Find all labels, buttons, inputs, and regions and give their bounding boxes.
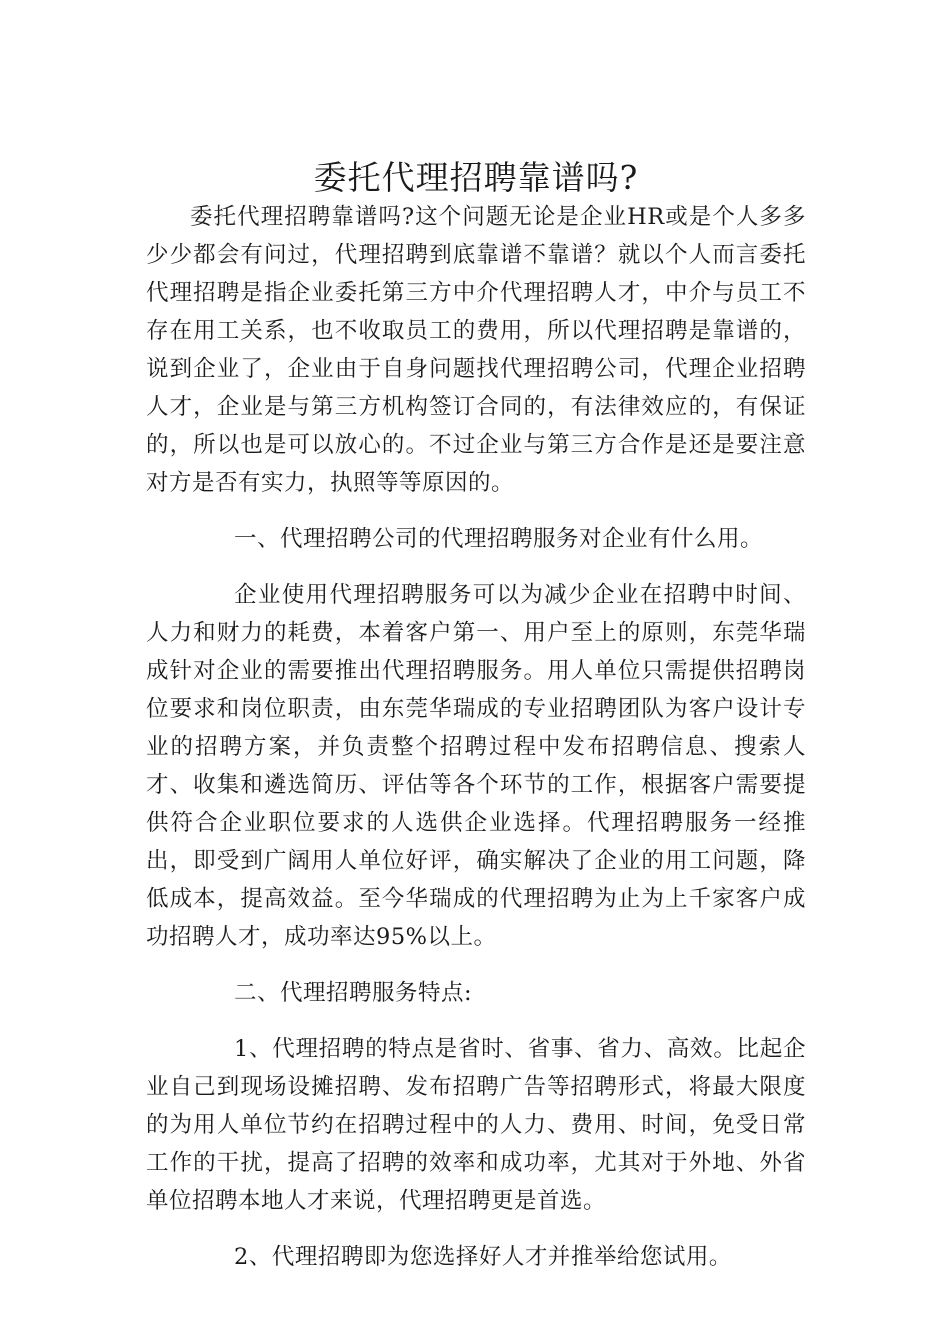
- feature-paragraph-1: 1、代理招聘的特点是省时、省事、省力、高效。比起企业自己到现场设摊招聘、发布招聘广告等招聘形式，将最大限度的为用人单位节约在招聘过程中的人力、费用、时间，免受日常工作的干扰，提高了招聘的效率和成功率，尤其对于外地、外省单位招聘本地人才来说，代理招聘更是首选。: [146, 1036, 806, 1214]
- section-heading-2: 二、代理招聘服务特点:: [234, 980, 473, 1006]
- feature-paragraph-2: 2、代理招聘即为您选择好人才并推举给您试用。: [234, 1244, 732, 1270]
- section-heading-1: 一、代理招聘公司的代理招聘服务对企业有什么用。: [234, 526, 764, 552]
- document-title: 委托代理招聘靠谱吗?: [313, 158, 639, 197]
- intro-paragraph: 委托代理招聘靠谱吗?这个问题无论是企业HR或是个人多多少少都会有问过，代理招聘到底靠谱不靠谱？就以个人而言委托代理招聘是指企业委托第三方中介代理招聘人才，中介与员工不存在用工关系，也不收取员工的费用，所以代理招聘是靠谱的，说到企业了，企业由于自身问题找代理招聘公司，代理企业招聘人才，企业是与第三方机构签订合同的，有法律效应的，有保证的，所以也是可以放心的。不过企业与第三方合作是还是要注意对方是否有实力，执照等等原因的。: [146, 204, 806, 496]
- service-paragraph: 企业使用代理招聘服务可以为减少企业在招聘中时间、人力和财力的耗费，本着客户第一、用户至上的原则，东莞华瑞成针对企业的需要推出代理招聘服务。用人单位只需提供招聘岗位要求和岗位职责，由东莞华瑞成的专业招聘团队为客户设计专业的招聘方案，并负责整个招聘过程中发布招聘信息、搜索人才、收集和遴选简历、评估等各个环节的工作，根据客户需要提供符合企业职位要求的人选供企业选择。代理招聘服务一经推出，即受到广阔用人单位好评，确实解决了企业的用工问题，降低成本，提高效益。至今华瑞成的代理招聘为止为上千家客户成功招聘人才，成功率达95%以上。: [146, 582, 806, 950]
- document-page: [146, 150, 806, 1276]
